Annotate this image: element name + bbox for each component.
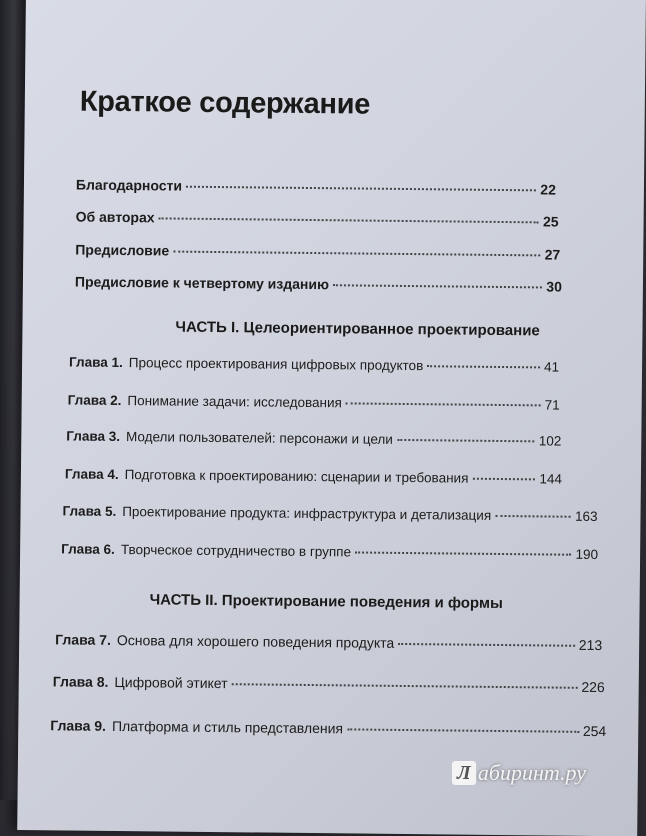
chapter-page-number: 254	[582, 722, 607, 740]
dot-leader	[173, 251, 540, 257]
toc-entry-about-authors	[76, 209, 559, 230]
chapter-number: Глава 1.	[69, 354, 123, 371]
dot-leader	[472, 478, 535, 481]
toc-entry-preface-4th-edition	[75, 274, 562, 295]
chapter-number: Глава 8.	[52, 673, 109, 690]
bleed-through-text	[17, 0, 646, 836]
entry-page-number: 27	[544, 246, 561, 263]
book-page	[17, 0, 646, 836]
chapter-title: Проектирование продукта: инфраструктура и детализация	[122, 504, 492, 523]
chapter-title: Творческое сотрудничество в группе	[120, 542, 352, 560]
chapter-title: Основа для хорошего поведения продукта	[116, 631, 395, 651]
chapter-title: Цифровой этикет	[114, 673, 228, 692]
chapter-page-number: 144	[539, 471, 562, 487]
entry-page-number: 25	[542, 213, 559, 230]
toc-entry-acknowledgements	[76, 177, 556, 198]
chapter-page-number: 226	[581, 678, 605, 696]
watermark-logo	[452, 760, 586, 786]
chapter-page-number: 41	[543, 359, 560, 375]
toc-chapter-8	[53, 673, 605, 695]
dot-leader	[232, 683, 578, 689]
toc-entry-preface	[75, 242, 560, 263]
chapter-page-number: 71	[544, 397, 560, 413]
page-title: Краткое содержание	[79, 85, 371, 121]
dot-leader	[427, 365, 540, 368]
entry-page-number: 22	[540, 181, 557, 198]
chapter-page-number: 102	[538, 433, 562, 449]
dot-leader	[347, 728, 579, 732]
toc-chapter-4	[65, 466, 562, 486]
dot-leader	[398, 643, 575, 647]
entry-label: Благодарности	[75, 176, 183, 194]
chapter-page-number: 190	[575, 546, 599, 563]
dot-leader	[397, 439, 535, 442]
part-heading: ЧАСТЬ II. Проектирование поведения и формы	[149, 591, 503, 613]
chapter-title: Процесс проектирования цифровых продуктов	[128, 355, 424, 374]
watermark-text: абиринт.ру	[477, 760, 586, 785]
toc-chapter-3	[66, 428, 561, 448]
entry-label: Об авторах	[75, 208, 155, 226]
chapter-number: Глава 4.	[64, 466, 119, 482]
chapter-title: Платформа и стиль представления	[111, 717, 344, 737]
watermark-logo-mark: Л	[452, 761, 476, 785]
part-heading: ЧАСТЬ I. Целеориентированное проектирование	[175, 318, 540, 340]
chapter-title: Подготовка к проектированию: сценарии и требования	[124, 467, 469, 486]
dot-leader	[186, 186, 536, 192]
chapter-title: Понимание задачи: исследования	[127, 393, 342, 411]
chapter-page-number: 213	[578, 636, 603, 654]
toc-chapter-6	[61, 541, 598, 562]
toc-chapter-9	[50, 717, 606, 739]
chapter-number: Глава 7.	[55, 631, 111, 648]
chapter-number: Глава 9.	[50, 717, 107, 734]
dot-leader	[159, 217, 539, 223]
dot-leader	[495, 515, 571, 518]
toc-chapter-7	[55, 631, 602, 653]
dot-leader	[355, 551, 572, 555]
dot-leader	[346, 402, 541, 406]
chapter-title: Модели пользователей: персонажи и цели	[125, 429, 393, 447]
chapter-number: Глава 5.	[62, 503, 117, 519]
entry-page-number: 30	[546, 278, 563, 295]
toc-chapter-2	[68, 392, 560, 412]
toc-chapter-5	[62, 503, 597, 524]
toc-chapter-1	[69, 354, 559, 374]
chapter-number: Глава 6.	[61, 541, 115, 557]
entry-label: Предисловие	[75, 241, 170, 259]
chapter-number: Глава 2.	[67, 392, 122, 409]
chapter-number: Глава 3.	[66, 428, 121, 445]
entry-label: Предисловие к четвертому изданию	[74, 273, 330, 293]
chapter-page-number: 163	[574, 508, 598, 525]
dot-leader	[333, 284, 542, 288]
